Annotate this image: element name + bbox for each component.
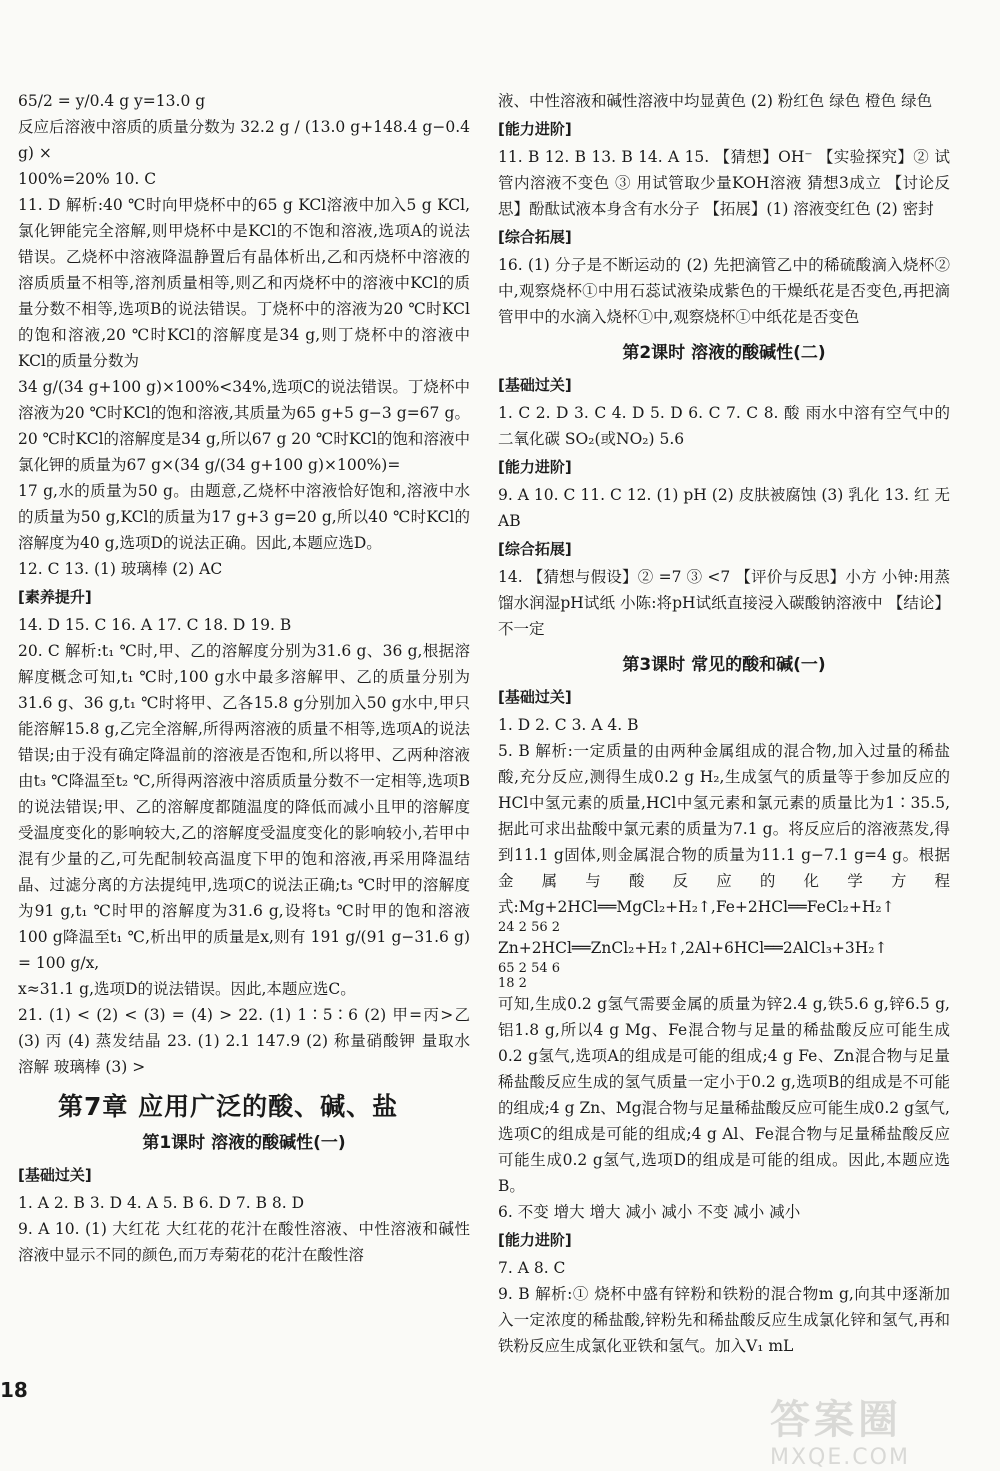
- watermark-text: 答案圈: [770, 1397, 902, 1443]
- section-label: [能力进阶]: [498, 458, 572, 476]
- paragraph: 7. A 8. C: [498, 1259, 566, 1277]
- paragraph: 14. 【猜想与假设】② =7 ③ <7 【评价与反思】小方 小钟:用蒸馏水润湿pH试纸 小陈:将pH试纸直接浸入碳酸钠溶液中 【结论】不一定: [498, 568, 950, 638]
- paragraph: 6. 不变 增大 增大 减小 减小 不变 减小 减小: [498, 1203, 801, 1221]
- section-label: [综合拓展]: [498, 228, 572, 246]
- equation-line: 65/2 = y/0.4 g y=13.0 g: [18, 92, 206, 110]
- equation-coefficients: 65 2 54 6: [498, 961, 561, 976]
- paragraph: 14. D 15. C 16. A 17. C 18. D 19. B: [18, 616, 292, 634]
- paragraph: 34 g/(34 g+100 g)×100%<34%,选项C的说法错误。丁烧杯中溶液为20 ℃时KCl的饱和溶液,其质量为65 g+5 g−3 g=67 g。20 ℃时KCl的溶解度是34 g,所以67 g 20 ℃时KCl的饱和溶液中氯化钾的质量为67 g×(34 g/(34 g+100 g)×100%)=: [18, 378, 470, 474]
- paragraph: 1. D 2. C 3. A 4. B: [498, 716, 639, 734]
- paragraph: 17 g,水的质量为50 g。由题意,乙烧杯中溶液恰好饱和,溶液中水的质量为50 g,KCl的质量为17 g+3 g=20 g,所以40 ℃时KCl的溶解度为40 g,选项D的说法正确。因此,本题应选D。: [18, 482, 470, 552]
- section-label: [基础过关]: [18, 1166, 92, 1184]
- section-label: [综合拓展]: [498, 540, 572, 558]
- paragraph: 9. B 解析:① 烧杯中盛有锌粉和铁粉的混合物m g,向其中逐渐加入一定浓度的稀盐酸,锌粉先和稀盐酸反应生成氯化锌和氢气,再和铁粉反应生成氯化亚铁和氢气。加入V₁ mL: [498, 1285, 950, 1355]
- paragraph: 20. C 解析:t₁ ℃时,甲、乙的溶解度分别为31.6 g、36 g,根据溶解度概念可知,t₁ ℃时,100 g水中最多溶解甲、乙的质量分别为31.6 g、36 g,t₁ ℃时将甲、乙各15.8 g分别加入50 g水中,甲只能溶解15.8 g,乙完全溶解,所得两溶液的质量不相等,选项A的说法错误;由于没有确定降温前的溶液是否饱和,所以将甲、乙两种溶液由t₃ ℃降温至t₂ ℃,所得两溶液中溶质质量分数不一定相等,选项B的说法错误;甲、乙的溶解度都随温度的降低而减小且甲的溶解度受温度变化的影响较大,乙的溶解度受温度变化的影响较小,若甲中混有少量的乙,可先配制较高温度下甲的饱和溶液,再采用降温结晶、过滤分离的方法提纯甲,选项C的说法正确;t₃ ℃时甲的溶解度为91 g,t₁ ℃时甲的溶解度为31.6 g,设将t₃ ℃时甲的饱和溶液100 g降温至t₁ ℃,析出甲的质量是x,则有 191 g/(91 g−31.6 g) = 100 g/x,: [18, 642, 470, 972]
- paragraph: 21. (1) < (2) < (3) = (4) > 22. (1) 1∶5∶6 (2) 甲=丙>乙 (3) 丙 (4) 蒸发结晶 23. (1) 2.1 147.9 (2) 称量硝酸钾 量取水 溶解 玻璃棒 (3) >: [18, 1006, 470, 1076]
- paragraph: x≈31.1 g,选项D的说法错误。因此,本题应选C。: [18, 980, 356, 998]
- section-label: [能力进阶]: [498, 120, 572, 138]
- equation-coefficients: 18 2: [498, 976, 527, 991]
- paragraph: 12. C 13. (1) 玻璃棒 (2) AC: [18, 560, 223, 578]
- section-label: [素养提升]: [18, 588, 92, 606]
- right-column: [498, 88, 950, 1359]
- section-label: [基础过关]: [498, 688, 572, 706]
- section-label: [能力进阶]: [498, 1231, 572, 1249]
- paragraph: 1. A 2. B 3. D 4. A 5. B 6. D 7. B 8. D: [18, 1194, 305, 1212]
- chapter-title: 第7章 应用广泛的酸、碱、盐: [58, 1092, 399, 1121]
- lesson-title: 第3课时 常见的酸和碱(一): [622, 655, 826, 675]
- paragraph: 反应后溶液中溶质的质量分数为 32.2 g / (13.0 g+148.4 g−0.4 g) ×: [18, 118, 470, 162]
- section-label: [基础过关]: [498, 376, 572, 394]
- equation-coefficients: 24 2 56 2: [498, 920, 561, 935]
- paragraph: 100%=20% 10. C: [18, 170, 157, 188]
- paragraph: 11. D 解析:40 ℃时向甲烧杯中的65 g KCl溶液中加入5 g KCl,氯化钾能完全溶解,则甲烧杯中是KCl的不饱和溶液,选项A的说法错误。乙烧杯中溶液降温静置后有晶体析出,乙和丙烧杯中溶液的溶质质量不相等,溶剂质量相等,则乙和丙烧杯中的溶液中KCl的质量分数不相等,选项B的说法错误。丁烧杯中的溶液为20 ℃时KCl的饱和溶液,20 ℃时KCl的溶解度是34 g,则丁烧杯中的溶液中KCl的质量分数为: [18, 196, 470, 370]
- lesson-title: 第2课时 溶液的酸碱性(二): [622, 343, 826, 363]
- paragraph: 液、中性溶液和碱性溶液中均显黄色 (2) 粉红色 绿色 橙色 绿色: [498, 92, 933, 110]
- equation-line: Zn+2HCl══ZnCl₂+H₂↑,2Al+6HCl══2AlCl₃+3H₂↑: [498, 939, 888, 957]
- paragraph: 5. B 解析:一定质量的由两种金属组成的混合物,加入过量的稀盐酸,充分反应,测得生成0.2 g H₂,生成氢气的质量等于参加反应的HCl中氢元素的质量,HCl中氢元素和氯元素的质量比为1∶35.5,据此可求出盐酸中氯元素的质量为7.1 g。将反应后的溶液蒸发,得到11.1 g固体,则金属混合物的质量为11.1 g−7.1 g=4 g。根据金属与酸反应的化学方程式:Mg+2HCl══MgCl₂+H₂↑,Fe+2HCl══FeCl₂+H₂↑: [498, 742, 950, 916]
- paragraph: 1. C 2. D 3. C 4. D 5. D 6. C 7. C 8. 酸 雨水中溶有空气中的二氧化碳 SO₂(或NO₂) 5.6: [498, 404, 950, 448]
- paragraph: 9. A 10. C 11. C 12. (1) pH (2) 皮肤被腐蚀 (3) 乳化 13. 红 无 AB: [498, 486, 950, 530]
- paragraph: 16. (1) 分子是不断运动的 (2) 先把滴管乙中的稀硫酸滴入烧杯②中,观察烧杯①中用石蕊试液染成紫色的干燥纸花是否变色,再把滴管甲中的水滴入烧杯①中,观察烧杯①中纸花是否变色: [498, 256, 950, 326]
- paragraph: 11. B 12. B 13. B 14. A 15. 【猜想】OH⁻ 【实验探究】② 试管内溶液不变色 ③ 用试管取少量KOH溶液 猜想3成立 【讨论反思】酚酞试液本身含有水分子 【拓展】(1) 溶液变红色 (2) 密封: [498, 148, 950, 218]
- lesson-title: 第1课时 溶液的酸碱性(一): [142, 1133, 346, 1153]
- watermark-url: MXQE.COM: [770, 1445, 910, 1470]
- left-column: [18, 88, 470, 1268]
- page-number: 18: [0, 1378, 28, 1402]
- paragraph: 可知,生成0.2 g氢气需要金属的质量为锌2.4 g,铁5.6 g,锌6.5 g,铝1.8 g,所以4 g Mg、Fe混合物与足量的稀盐酸反应可能生成0.2 g氢气,选项A的组成是可能的组成;4 g Fe、Zn混合物与足量稀盐酸反应生成的氢气质量一定小于0.2 g,选项B的组成是不可能的组成;4 g Zn、Mg混合物与足量稀盐酸反应可能生成0.2 g氢气,选项C的组成是可能的组成;4 g Al、Fe混合物与足量稀盐酸反应可能生成0.2 g氢气,选项D的组成是可能的组成。因此,本题应选B。: [498, 995, 950, 1195]
- paragraph: 9. A 10. (1) 大红花 大红花的花汁在酸性溶液、中性溶液和碱性溶液中显示不同的颜色,而万寿菊花的花汁在酸性溶: [18, 1220, 470, 1264]
- watermark-logo: [770, 1388, 992, 1470]
